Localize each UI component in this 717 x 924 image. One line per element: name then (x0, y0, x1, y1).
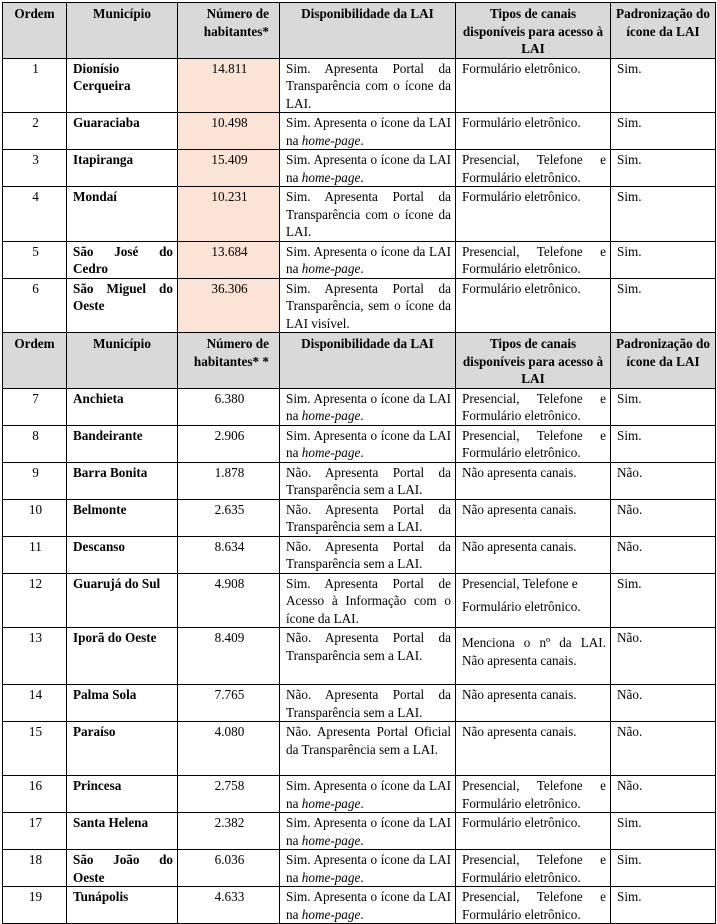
cell-disponibilidade: Sim. Apresenta Portal da Transparência com o ícone da LAI. (280, 58, 456, 113)
cell-disponibilidade: Sim. Apresenta Portal de Acesso à Informação com o ícone da LAI. (280, 573, 456, 628)
cell-habitantes: 2.906 (178, 425, 280, 462)
cell-municipio: Dionísio Cerqueira (67, 58, 178, 113)
table-row (3, 113, 716, 150)
table-row (3, 150, 716, 187)
cell-disponibilidade: Sim. Apresenta o ícone da LAI na home-page. (280, 776, 456, 813)
cell-municipio: São João do Oeste (67, 850, 178, 887)
cell-padronizacao: Não. (611, 499, 716, 536)
cell-ordem: 13 (3, 628, 67, 685)
table-row (3, 499, 716, 536)
table-row (3, 887, 716, 924)
cell-ordem: 16 (3, 776, 67, 813)
cell-padronizacao: Sim. (611, 425, 716, 462)
cell-municipio: Belmonte (67, 499, 178, 536)
cell-disponibilidade: Sim. Apresenta o ícone da LAI na home-page. (280, 425, 456, 462)
cell-ordem: 6 (3, 278, 67, 333)
cell-tipos: Presencial, Telefone e Formulário eletrônico. (456, 850, 611, 887)
cell-habitantes: 13.684 (178, 241, 280, 278)
cell-habitantes: 7.765 (178, 685, 280, 722)
cell-tipos: Formulário eletrônico. (456, 813, 611, 850)
cell-tipos: Formulário eletrônico. (456, 278, 611, 333)
cell-municipio: Bandeirante (67, 425, 178, 462)
cell-disponibilidade: Sim. Apresenta o ícone da LAI na home-page. (280, 388, 456, 425)
cell-municipio: Itapiranga (67, 150, 178, 187)
cell-ordem: 10 (3, 499, 67, 536)
cell-disponibilidade: Não. Apresenta Portal Oficial da Transparência sem a LAI. (280, 722, 456, 776)
cell-municipio: Princesa (67, 776, 178, 813)
table-row (3, 776, 716, 813)
cell-ordem: 7 (3, 388, 67, 425)
cell-tipos: Presencial, Telefone e Formulário eletrônico. (456, 425, 611, 462)
cell-padronizacao: Não. (611, 722, 716, 776)
cell-habitantes: 2.382 (178, 813, 280, 850)
table-row (3, 58, 716, 113)
cell-municipio: Palma Sola (67, 685, 178, 722)
cell-ordem: 2 (3, 113, 67, 150)
cell-tipos: Não apresenta canais. (456, 462, 611, 499)
tipos-line-1: Presencial, Telefone e (462, 575, 578, 591)
col-tipos-header: Tipos de canais disponíveis para acesso à LAI (456, 333, 611, 389)
cell-disponibilidade: Não. Apresenta Portal da Transparência sem a LAI. (280, 499, 456, 536)
cell-disponibilidade: Sim. Apresenta o ícone da LAI na home-page. (280, 887, 456, 924)
cell-habitantes: 10.231 (178, 187, 280, 242)
cell-tipos: Menciona o nº da LAI. Não apresenta canais. (456, 628, 611, 685)
table-row (3, 573, 716, 628)
cell-municipio: Mondaí (67, 187, 178, 242)
cell-padronizacao: Sim. (611, 58, 716, 113)
cell-padronizacao: Sim. (611, 850, 716, 887)
cell-tipos: Não apresenta canais. (456, 685, 611, 722)
cell-tipos: Formulário eletrônico. (456, 58, 611, 113)
cell-habitantes: 14.811 (178, 58, 280, 113)
cell-habitantes: 6.036 (178, 850, 280, 887)
cell-habitantes: 1.878 (178, 462, 280, 499)
col-padronizacao-header: Padronização do ícone da LAI (611, 333, 716, 389)
cell-municipio: Paraíso (67, 722, 178, 776)
cell-tipos: Não apresenta canais. (456, 536, 611, 573)
table-row (3, 813, 716, 850)
cell-padronizacao: Sim. (611, 113, 716, 150)
cell-municipio: Descanso (67, 536, 178, 573)
cell-disponibilidade: Sim. Apresenta o ícone da LAI na home-page. (280, 241, 456, 278)
cell-padronizacao: Sim. (611, 150, 716, 187)
cell-tipos: Formulário eletrônico. (456, 113, 611, 150)
col-habitantes-header: Número de habitantes* (178, 3, 280, 59)
cell-tipos: Presencial, Telefone e Formulário eletrônico. (456, 150, 611, 187)
cell-disponibilidade: Sim. Apresenta o ícone da LAI na home-page. (280, 813, 456, 850)
cell-disponibilidade: Não. Apresenta Portal da Transparência sem a LAI. (280, 685, 456, 722)
cell-disponibilidade: Sim. Apresenta Portal da Transparência, sem o ícone da LAI visível. (280, 278, 456, 333)
col-disponibilidade-header: Disponibilidade da LAI (280, 3, 456, 59)
col-ordem-header: Ordem (3, 3, 67, 59)
cell-municipio: Barra Bonita (67, 462, 178, 499)
cell-tipos: Não apresenta canais. (456, 499, 611, 536)
table-row (3, 388, 716, 425)
cell-padronizacao: Não. (611, 776, 716, 813)
cell-padronizacao: Sim. (611, 813, 716, 850)
table-row (3, 425, 716, 462)
cell-habitantes: 2.758 (178, 776, 280, 813)
cell-ordem: 9 (3, 462, 67, 499)
cell-padronizacao: Sim. (611, 573, 716, 628)
cell-padronizacao: Sim. (611, 187, 716, 242)
cell-ordem: 17 (3, 813, 67, 850)
col-municipio-header: Município (67, 3, 178, 59)
table-row (3, 241, 716, 278)
table-row (3, 278, 716, 333)
col-habitantes-header: Número de habitantes* * (178, 333, 280, 389)
cell-municipio: Anchieta (67, 388, 178, 425)
header-row-1 (3, 3, 716, 59)
cell-disponibilidade: Não. Apresenta Portal da Transparência sem a LAI. (280, 462, 456, 499)
cell-habitantes: 6.380 (178, 388, 280, 425)
cell-municipio: Guaraciaba (67, 113, 178, 150)
table-row (3, 685, 716, 722)
cell-municipio: Iporã do Oeste (67, 628, 178, 685)
cell-habitantes: 8.634 (178, 536, 280, 573)
cell-habitantes: 4.908 (178, 573, 280, 628)
cell-habitantes: 4.633 (178, 887, 280, 924)
cell-habitantes: 2.635 (178, 499, 280, 536)
cell-ordem: 5 (3, 241, 67, 278)
cell-habitantes: 36.306 (178, 278, 280, 333)
cell-tipos: Presencial, Telefone e Formulário eletrônico. (456, 887, 611, 924)
table-row (3, 628, 716, 685)
cell-padronizacao: Não. (611, 462, 716, 499)
cell-municipio: São José do Cedro (67, 241, 178, 278)
cell-padronizacao: Não. (611, 628, 716, 685)
cell-habitantes: 10.498 (178, 113, 280, 150)
tipos-line-2: Formulário eletrônico. (462, 599, 581, 614)
cell-municipio: Santa Helena (67, 813, 178, 850)
cell-ordem: 12 (3, 573, 67, 628)
cell-habitantes: 15.409 (178, 150, 280, 187)
table-row (3, 722, 716, 776)
cell-ordem: 15 (3, 722, 67, 776)
cell-ordem: 11 (3, 536, 67, 573)
col-disponibilidade-header: Disponibilidade da LAI (280, 333, 456, 389)
table-row (3, 850, 716, 887)
cell-padronizacao: Não. (611, 685, 716, 722)
col-tipos-header: Tipos de canais disponíveis para acesso à LAI (456, 3, 611, 59)
cell-disponibilidade: Sim. Apresenta o ícone da LAI na home-page. (280, 150, 456, 187)
col-municipio-header: Município (67, 333, 178, 389)
cell-disponibilidade: Sim. Apresenta Portal da Transparência com o ícone da LAI. (280, 187, 456, 242)
cell-padronizacao: Sim. (611, 388, 716, 425)
table-row (3, 462, 716, 499)
table-row (3, 187, 716, 242)
col-padronizacao-header: Padronização do ícone da LAI (611, 3, 716, 59)
cell-ordem: 18 (3, 850, 67, 887)
cell-disponibilidade: Não. Apresenta Portal da Transparência sem a LAI. (280, 536, 456, 573)
cell-ordem: 14 (3, 685, 67, 722)
cell-tipos: Presencial, Telefone e Formulário eletrônico. (456, 388, 611, 425)
lai-table (2, 2, 716, 924)
cell-municipio: Tunápolis (67, 887, 178, 924)
cell-ordem: 19 (3, 887, 67, 924)
cell-padronizacao: Sim. (611, 887, 716, 924)
cell-disponibilidade: Não. Apresenta Portal da Transparência sem a LAI. (280, 628, 456, 685)
cell-ordem: 8 (3, 425, 67, 462)
table-row (3, 536, 716, 573)
cell-padronizacao: Sim. (611, 278, 716, 333)
cell-tipos: Presencial, Telefone e Formulário eletrônico. (456, 241, 611, 278)
cell-padronizacao: Sim. (611, 241, 716, 278)
cell-tipos (456, 573, 611, 628)
cell-ordem: 3 (3, 150, 67, 187)
cell-ordem: 4 (3, 187, 67, 242)
cell-disponibilidade: Sim. Apresenta o ícone da LAI na home-page. (280, 113, 456, 150)
cell-municipio: Guarujá do Sul (67, 573, 178, 628)
cell-municipio: São Miguel do Oeste (67, 278, 178, 333)
cell-tipos: Formulário eletrônico. (456, 187, 611, 242)
cell-disponibilidade: Sim. Apresenta o ícone da LAI na home-page. (280, 850, 456, 887)
cell-tipos: Não apresenta canais. (456, 722, 611, 776)
cell-tipos: Presencial, Telefone e Formulário eletrônico. (456, 776, 611, 813)
cell-habitantes: 4.080 (178, 722, 280, 776)
cell-habitantes: 8.409 (178, 628, 280, 685)
col-ordem-header: Ordem (3, 333, 67, 389)
cell-ordem: 1 (3, 58, 67, 113)
header-row-2 (3, 333, 716, 389)
cell-padronizacao: Não. (611, 536, 716, 573)
